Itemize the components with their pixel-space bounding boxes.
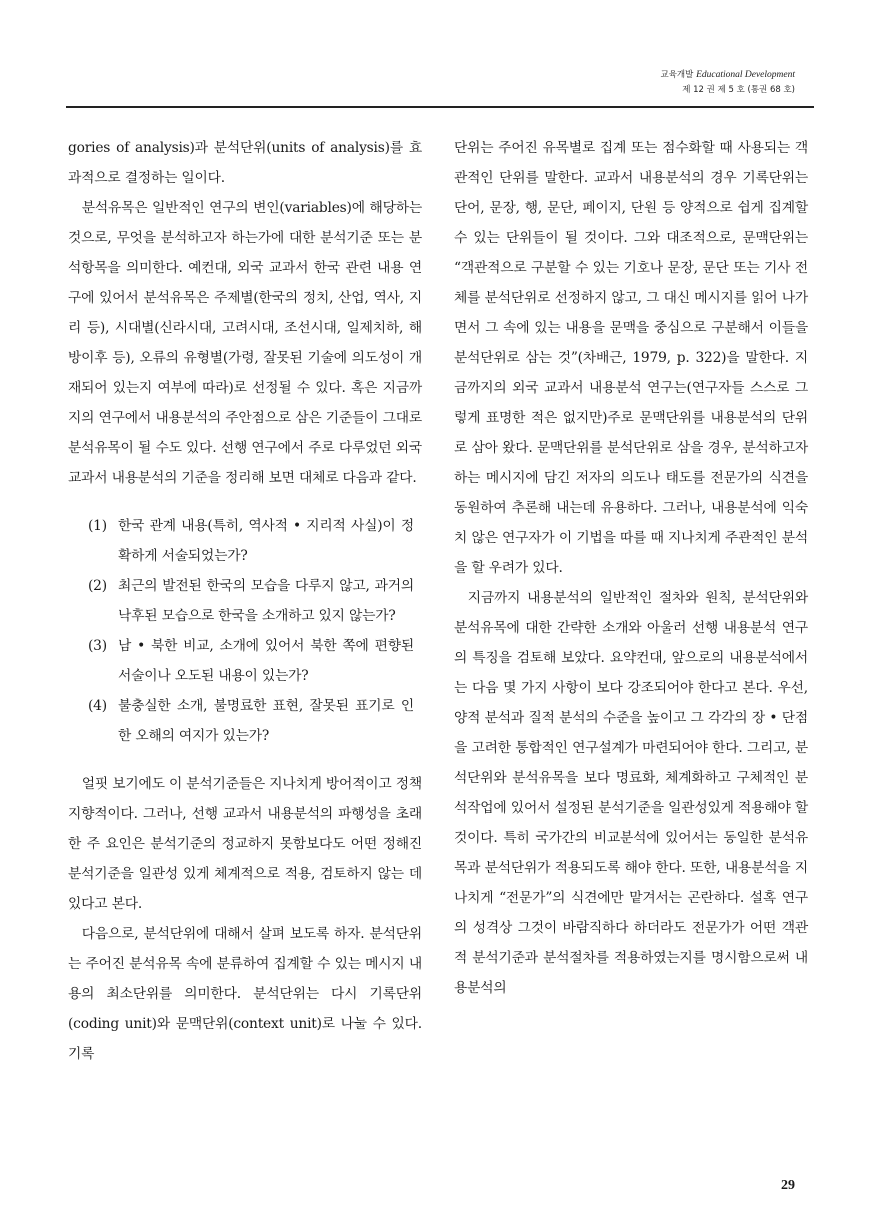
issue-info: 제 12 권 제 5 호 (통권 68 호) (682, 85, 795, 95)
left-column (68, 133, 422, 1069)
list-item-text: 최근의 발전된 한국의 모습을 다루지 않고, 과거의 낙후된 모습으로 한국을 소개하고 있지 않는가? (118, 578, 414, 624)
journal-title-ko: 교육개발 (660, 70, 694, 80)
right-paragraph-2: 지금까지 내용분석의 일반적인 절차와 원칙, 분석단위와 분석유목에 대한 간략한 소개와 아울러 선행 내용분석 연구의 특징을 검토해 보았다. 요약컨대, 앞으로의 내용분석에서는 다음 몇 가지 사항이 보다 강조되어야 한다고 본다. 우선, 양적 분석과 질적 분석의 수준을 높이고 그 각각의 장 • 단점을 고려한 통합적인 연구설계가 마련되어야 한다. 그리고, 분석단위와 분석유목을 보다 명료화, 체계화하고 구체적인 분석작업에 있어서 설정된 분석기준을 일관성있게 적용해야 할 것이다. 특히 국가간의 비교분석에 있어서는 동일한 분석유목과 분석단위가 적용되도록 해야 한다. 또한, 내용분석을 지나치게 “전문가”의 식견에만 맡겨서는 곤란하다. 설혹 연구의 성격상 그것이 바람직하다 하더라도 전문가가 어떤 객관적 분석기준과 분석절차를 적용하였는지를 명시함으로써 내용분석의 (454, 590, 808, 996)
right-paragraph-1: 단위는 주어진 유목별로 집계 또는 점수화할 때 사용되는 객관적인 단위를 말한다. 교과서 내용분석의 경우 기록단위는 단어, 문장, 행, 문단, 페이지, 단원 등 양적으로 쉽게 집계할 수 있는 단위들이 될 것이다. 그와 대조적으로, 문맥단위는 “객관적으로 구분할 수 있는 기호나 문장, 문단 또는 기사 전체를 분석단위로 선정하지 않고, 그 대신 메시지를 읽어 나가면서 그 속에 있는 내용을 문맥을 중심으로 구분해서 이들을 분석단위로 삼는 것”(차배근, 1979, p. 322)을 말한다. 지금까지의 외국 교과서 내용분석 연구는(연구자들 스스로 그렇게 표명한 적은 없지만)주로 문맥단위를 내용분석의 단위로 삼아 왔다. 문맥단위를 분석단위로 삼을 경우, 분석하고자 하는 메시지에 담긴 저자의 의도나 태도를 전문가의 식견을 동원하여 추론해 내는데 유용하다. 그러나, 내용분석에 익숙치 않은 연구자가 이 기법을 따를 때 지나치게 주관적인 분석을 할 우려가 있다. (454, 140, 808, 576)
list-item (68, 571, 422, 631)
list-item-number: (1) (88, 518, 107, 534)
right-column (454, 133, 808, 1003)
page-number: 29 (781, 1178, 795, 1193)
list-item (68, 631, 422, 691)
list-item-number: (2) (88, 578, 107, 594)
left-paragraph-4: 다음으로, 분석단위에 대해서 살펴 보도록 하자. 분석단위는 주어진 분석유목 속에 분류하여 집계할 수 있는 메시지 내용의 최소단위를 의미한다. 분석단위는 다시 기록단위(coding unit)와 문맥단위(context unit)로 나눌 수 있다. 기록 (68, 926, 422, 1062)
list-item-text: 한국 관계 내용(특히, 역사적 • 지리적 사실)이 정확하게 서술되었는가? (118, 518, 414, 564)
journal-title-en: Educational Development (696, 70, 795, 80)
list-item-number: (4) (88, 698, 107, 714)
left-paragraph-1: gories of analysis)과 분석단위(units of analysis)를 효과적으로 결정하는 일이다. (68, 140, 422, 186)
journal-title (661, 68, 796, 83)
list-item (68, 511, 422, 571)
list-item (68, 691, 422, 751)
running-header (661, 68, 796, 98)
left-paragraph-2: 분석유목은 일반적인 연구의 변인(variables)에 해당하는 것으로, 무엇을 분석하고자 하는가에 대한 분석기준 또는 분석항목을 의미한다. 예컨대, 외국 교과서 한국 관련 내용 연구에 있어서 분석유목은 주제별(한국의 정치, 산업, 역사, 지리 등), 시대별(신라시대, 고려시대, 조선시대, 일제치하, 해방이후 등), 오류의 유형별(가령, 잘못된 기술에 의도성이 개재되어 있는지 여부에 따라)로 선정될 수 있다. 혹은 지금까지의 연구에서 내용분석의 주안점으로 삼은 기준들이 그대로 분석유목이 될 수도 있다. 선행 연구에서 주로 다루었던 외국 교과서 내용분석의 기준을 정리해 보면 대체로 다음과 같다. (68, 200, 422, 486)
list-item-text: 남 • 북한 비교, 소개에 있어서 북한 쪽에 편향된 서술이나 오도된 내용이 있는가? (118, 638, 414, 684)
left-paragraph-3: 얼핏 보기에도 이 분석기준들은 지나치게 방어적이고 정책지향적이다. 그러나, 선행 교과서 내용분석의 파행성을 초래한 주 요인은 분석기준의 정교하지 못함보다도 어떤 정해진 분석기준을 일관성 있게 체계적으로 적용, 검토하지 않는 데 있다고 본다. (68, 776, 422, 912)
criteria-list (68, 511, 422, 751)
header-rule (66, 106, 814, 108)
list-item-text: 불충실한 소개, 불명료한 표현, 잘못된 표기로 인한 오해의 여지가 있는가? (118, 698, 414, 744)
list-item-number: (3) (88, 638, 107, 654)
